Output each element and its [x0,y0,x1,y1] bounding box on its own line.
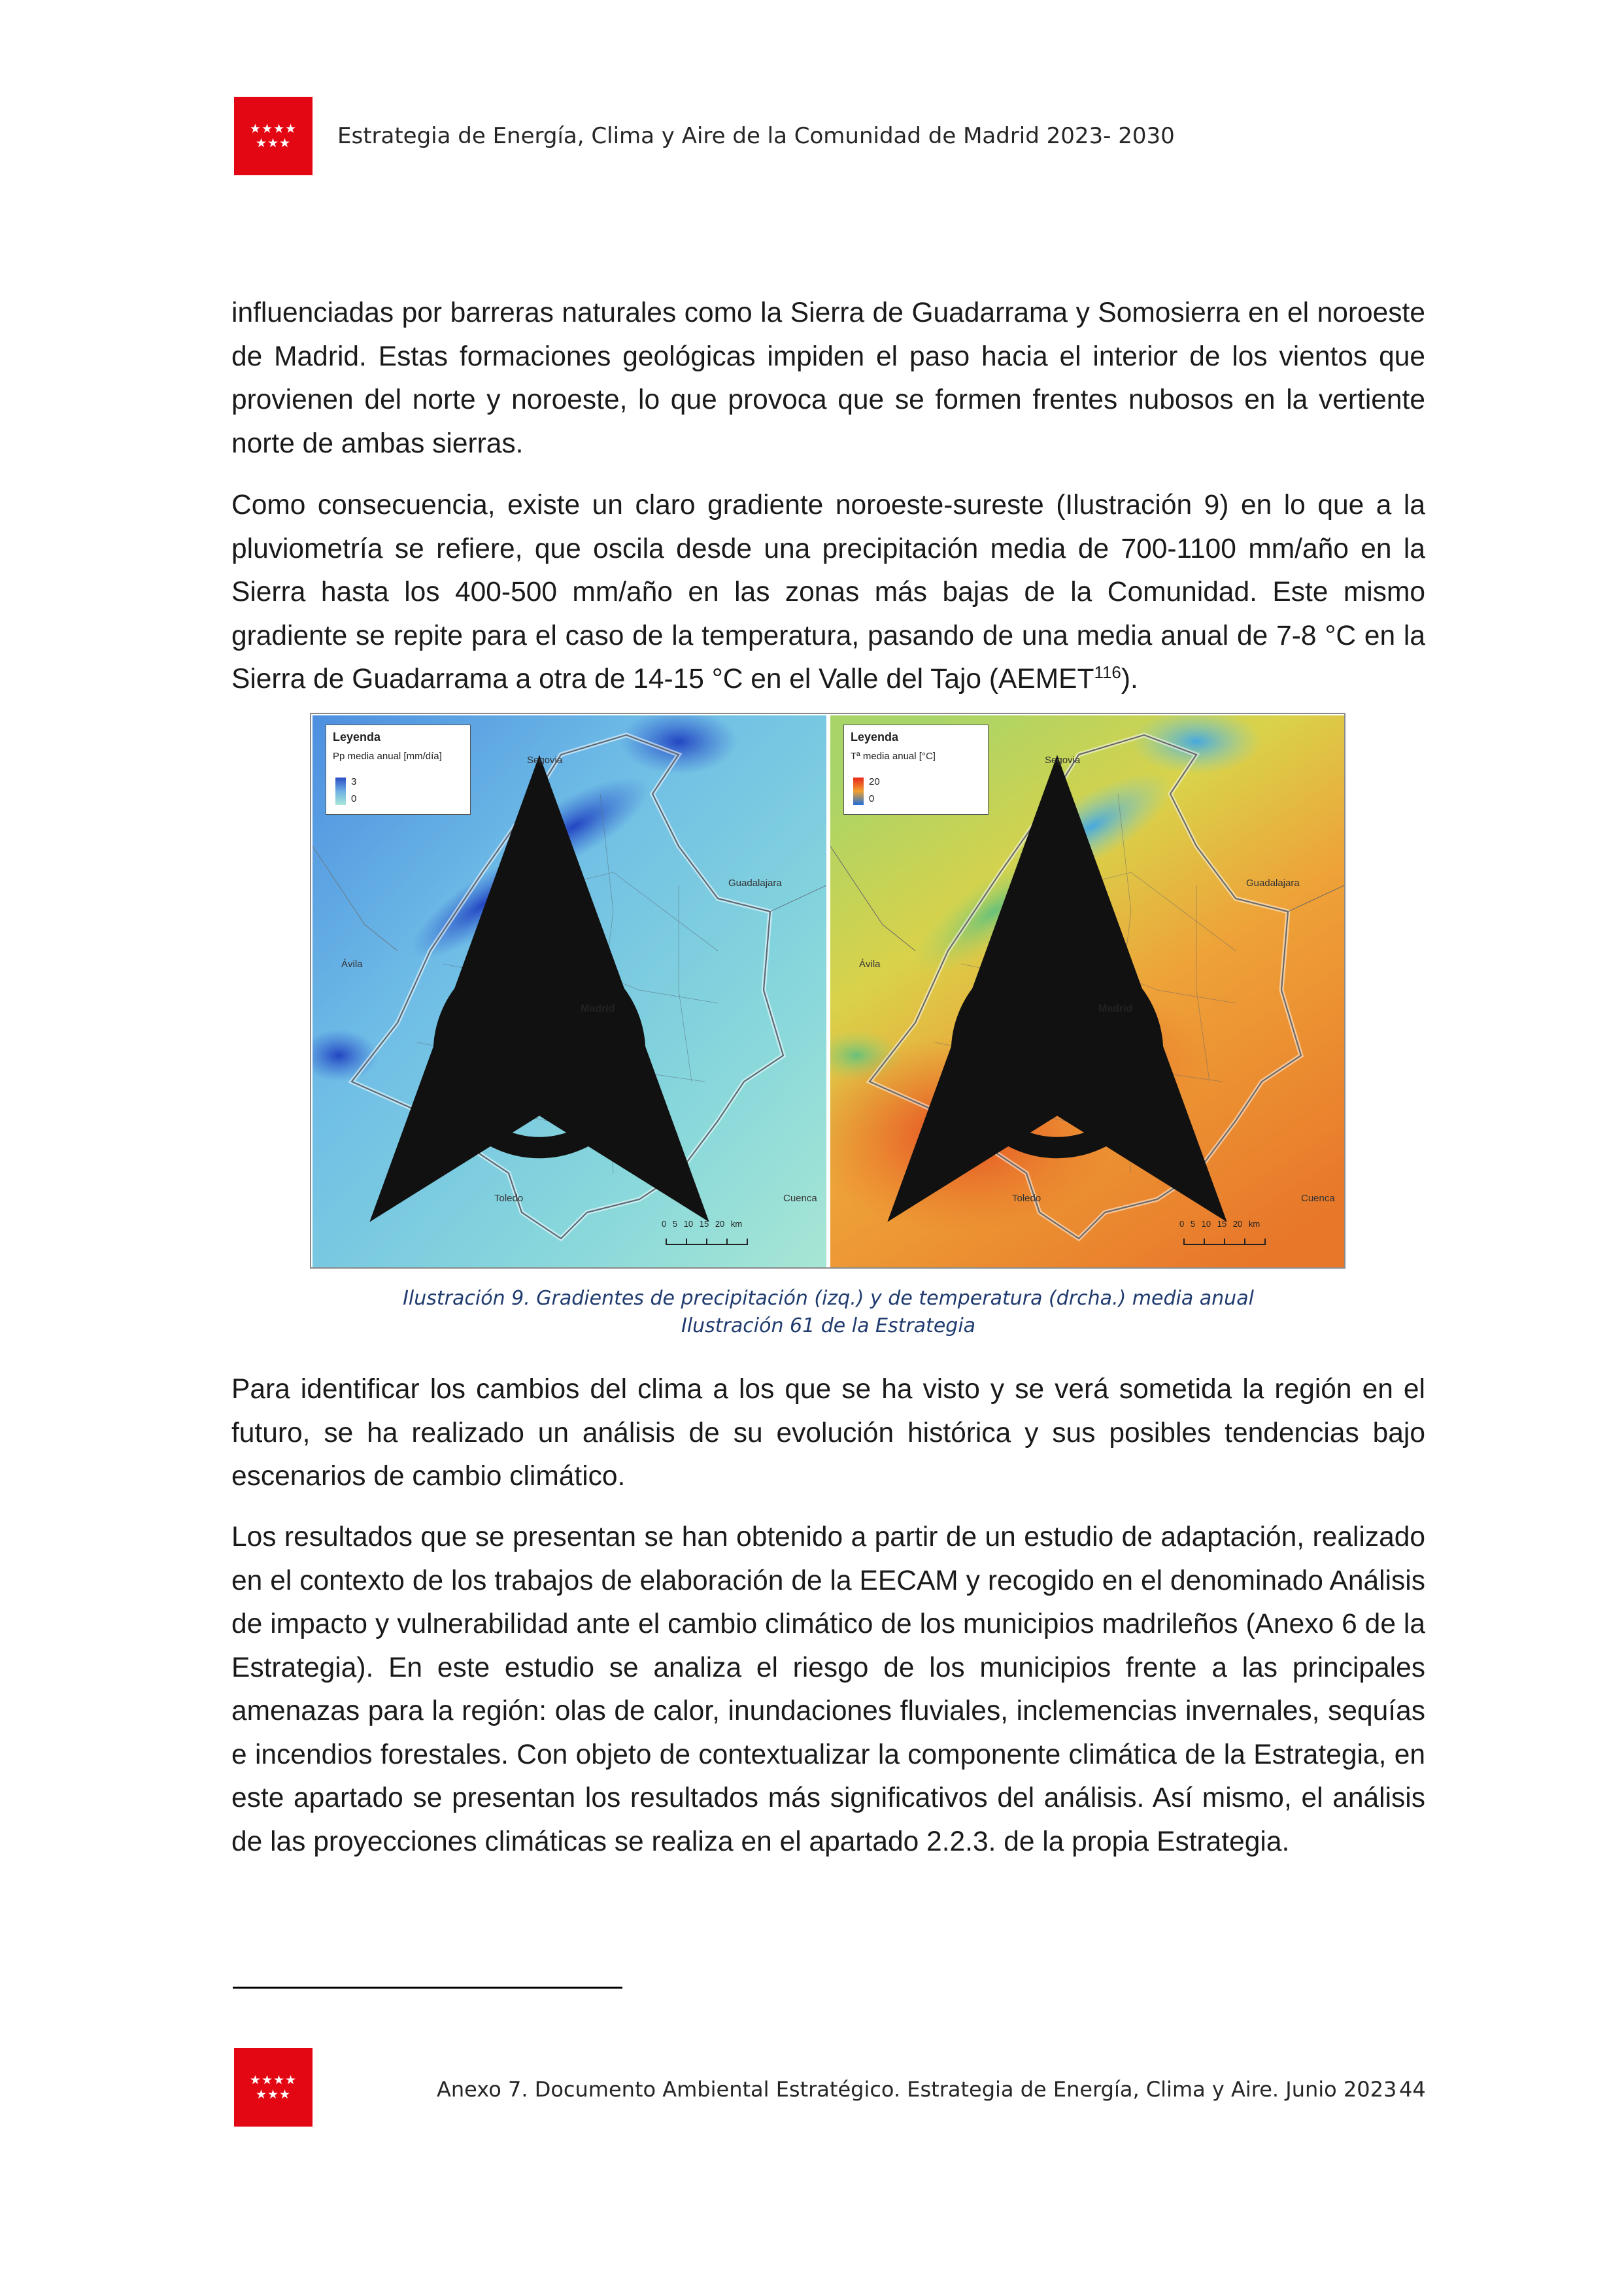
place-cuenca: Cuenca [1301,1193,1335,1204]
north-arrow-icon [313,734,796,1267]
place-guadalajara: Guadalajara [728,878,782,889]
place-toledo: Toledo [494,1193,524,1204]
figure-climate-maps [310,713,1345,1269]
logo-stars-row1: ★★★★ [249,2073,297,2087]
page-number: 44 [1399,2077,1426,2102]
paragraph-2-text: Como consecuencia, existe un claro gradiente noroeste-sureste (Ilustración 9) en lo que a la pluviometría se refiere, que oscila desde una precipitación media de 700-1100 mm/año en la Sierra hasta los 400-500 mm/año en las zonas más bajas de la Comunidad. Este mismo gradiente se repite para el caso de la temperatura, pasando de una media anual de 7-8 °C en la Sierra de Guadarrama a otra de 14-15 °C en el Valle del Tajo (AEMET [231,490,1425,694]
footer-text: Anexo 7. Documento Ambiental Estratégico. Estrategia de Energía, Clima y Aire. Junio 2023 [437,2077,1397,2102]
header-title: Estrategia de Energía, Clima y Aire de la Comunidad de Madrid 2023- 2030 [337,123,1175,149]
legend-title: Leyenda [333,730,381,744]
place-segovia: Segovia [1045,755,1081,766]
header-logo [234,97,313,175]
legend-unit: Pp media anual [mm/día] [333,751,442,762]
place-segovia: Segovia [527,755,563,766]
legend-title: Leyenda [851,730,899,744]
legend-max: 3 [351,776,357,787]
figure-caption-source: Ilustración 61 de la Estrategia [681,1314,976,1337]
precipitation-map [313,715,826,1267]
legend-min: 0 [351,793,357,804]
footnote-separator [233,1987,622,1989]
scale-label: 0 5 10 15 20 km [662,1219,743,1229]
footer-logo [234,2048,313,2127]
logo-stars-row2: ★★★ [255,136,292,150]
paragraph-4: Los resultados que se presentan se han obtenido a partir de un estudio de adaptación, realizado en el contexto de los trabajos de elaboración de la EECAM y recogido en el denominado Análisis de impacto y vulnerabilidad ante el cambio climático de los municipios madrileños (Anexo 6 de la Estrategia). En este estudio se analiza el riesgo de los municipios frente a las principales amenazas para la región: olas de calor, inundaciones fluviales, inclemencias invernales, sequías e incendios forestales. Con objeto de contextualizar la componente climática de la Estrategia, en este apartado se presentan los resultados más significativos del análisis. Así mismo, el análisis de las proyecciones climáticas se realiza en el apartado 2.2.3. de la propia Estrategia. [231,1522,1425,1857]
place-avila: Ávila [859,959,881,970]
place-madrid: Madrid [581,1003,615,1014]
place-toledo: Toledo [1012,1193,1041,1204]
place-guadalajara: Guadalajara [1246,878,1300,889]
place-avila: Ávila [341,959,363,970]
legend-max: 20 [869,776,880,787]
paragraph-1: influenciadas por barreras naturales como la Sierra de Guadarrama y Somosierra en el noroeste de Madrid. Estas formaciones geológicas impiden el paso hacia el interior de los vientos que provienen del norte y noroeste, lo que provoca que se formen frentes nubosos en la vertiente norte de ambas sierras. [231,298,1425,459]
legend-unit: Tª media anual [°C] [851,751,936,762]
logo-stars-icon [250,122,297,150]
place-cuenca: Cuenca [783,1193,817,1204]
logo-stars-row2: ★★★ [255,2087,292,2102]
scale-label: 0 5 10 15 20 km [1179,1219,1260,1229]
scale-bar [662,1219,760,1252]
paragraph-2-end: ). [1121,664,1138,694]
paragraph-2 [231,484,1425,702]
north-arrow-icon [830,734,1314,1267]
scale-bar [1179,1219,1277,1252]
place-madrid: Madrid [1098,1003,1133,1014]
legend-min: 0 [869,793,875,804]
temperature-map [830,715,1344,1267]
footnote-ref-116[interactable]: 116 [1094,662,1121,682]
logo-stars-icon [250,2073,297,2102]
logo-stars-row1: ★★★★ [249,122,297,136]
figure-caption: Ilustración 9. Gradientes de precipitación (izq.) y de temperatura (drcha.) media anual [403,1287,1254,1310]
paragraph-3: Para identificar los cambios del clima a los que se ha visto y se verá sometida la región en el futuro, se ha realizado un análisis de su evolución histórica y sus posibles tendencias bajo escenarios de cambio climático. [231,1374,1425,1492]
